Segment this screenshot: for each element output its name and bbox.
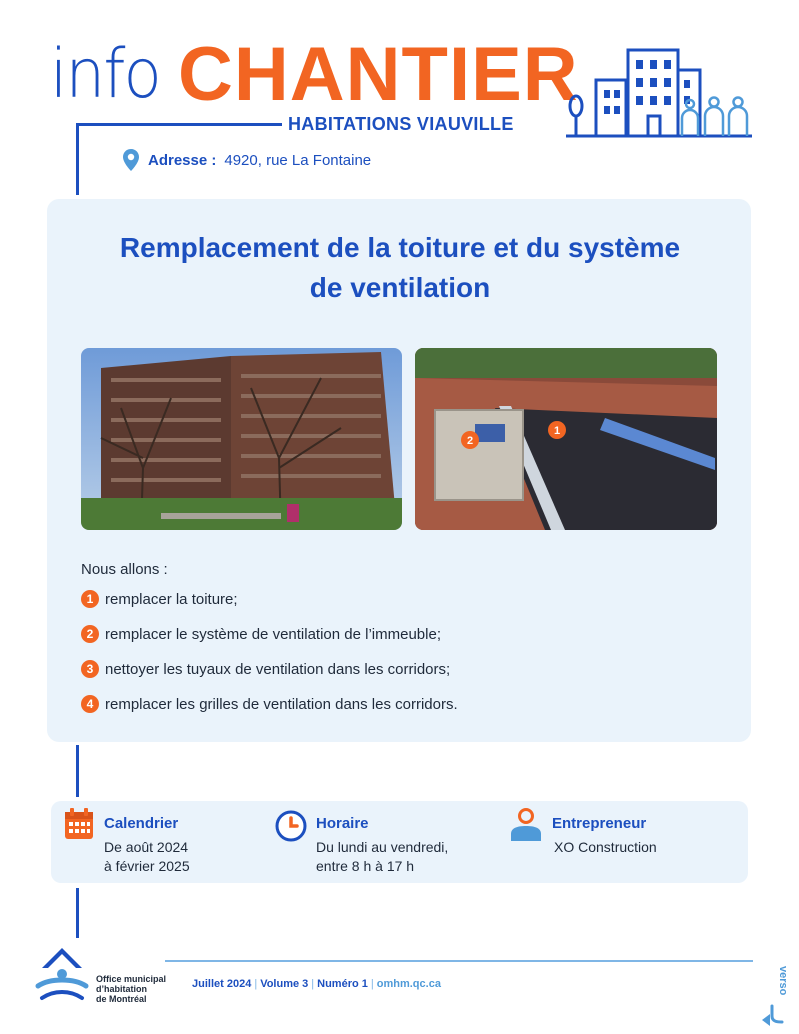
header-vertical-rule — [76, 123, 79, 195]
list-number: 3 — [81, 660, 99, 678]
address-value: 4920, rue La Fontaine — [224, 151, 372, 169]
bottom-vertical-rule — [76, 888, 79, 938]
website-link[interactable]: omhm.qc.ca — [376, 978, 441, 990]
list-text: remplacer le système de ventilation de l’immeuble; — [105, 625, 441, 643]
list-number: 4 — [81, 695, 99, 713]
contractor-name: XO Construction — [554, 839, 657, 855]
intro-text: Nous allons : — [81, 561, 168, 578]
footer-rule — [165, 960, 753, 962]
header-rule — [78, 123, 282, 126]
arrow-head-icon — [762, 1014, 770, 1026]
building-photo — [81, 348, 402, 530]
mid-vertical-rule — [76, 745, 79, 797]
calendar-icon — [64, 808, 94, 840]
schedule-line1: Du lundi au vendredi, — [316, 839, 449, 855]
verso-label: verso — [777, 966, 789, 996]
omhm-logo-icon — [32, 944, 92, 1004]
project-name: HABITATIONS VIAUVILLE — [288, 114, 514, 134]
schedule-title: Horaire — [316, 815, 369, 832]
list-number: 2 — [81, 625, 99, 643]
verso-link[interactable] — [760, 962, 790, 1028]
brand-info-text: info — [50, 35, 160, 114]
schedule-hours — [316, 838, 448, 876]
page-title-line1: Remplacement de la toiture et du système — [119, 232, 681, 263]
page-title-line2: de ventilation — [309, 272, 491, 303]
org-line1: Office municipal — [96, 974, 167, 984]
turn-arrow-icon — [772, 1006, 782, 1022]
pub-date: Juillet 2024 — [192, 978, 252, 990]
org-line2: d’habitation — [96, 984, 147, 994]
calendar-line1: De août 2024 — [104, 839, 189, 855]
list-item — [81, 590, 238, 608]
person-icon — [508, 808, 544, 842]
roof-marker-2: 2 — [466, 435, 474, 447]
pub-volume: Volume 3 — [260, 978, 309, 990]
address-label: Adresse : — [148, 151, 217, 169]
org-line3: de Montréal — [96, 994, 147, 1004]
publication-info: Juillet 2024 | Volume 3 | Numéro 1 | omhm.qc.ca — [192, 978, 441, 990]
list-item — [81, 625, 441, 643]
brand-wordmark — [50, 30, 579, 120]
pub-number: Numéro 1 — [317, 978, 368, 990]
list-text: remplacer les grilles de ventilation dans les corridors. — [105, 695, 458, 713]
roof-marker-1: 1 — [553, 425, 561, 437]
schedule-line2: entre 8 h à 17 h — [316, 858, 415, 874]
brand-chantier-text: CHANTIER — [178, 32, 579, 117]
calendar-line2: à février 2025 — [104, 858, 190, 874]
location-pin-icon — [122, 148, 140, 172]
clock-icon — [275, 810, 307, 842]
organization-name — [96, 974, 166, 1004]
contractor-title: Entrepreneur — [552, 815, 647, 832]
page-title — [60, 228, 740, 308]
list-text: nettoyer les tuyaux de ventilation dans les corridors; — [105, 660, 451, 678]
list-item — [81, 695, 458, 713]
list-item — [81, 660, 450, 678]
address-line — [122, 148, 371, 172]
calendar-dates — [104, 838, 190, 876]
calendar-title: Calendrier — [104, 815, 179, 832]
list-number: 1 — [81, 590, 99, 608]
roof-photo — [415, 348, 717, 530]
buildings-illustration-icon — [566, 44, 756, 140]
list-text: remplacer la toiture; — [105, 590, 238, 608]
